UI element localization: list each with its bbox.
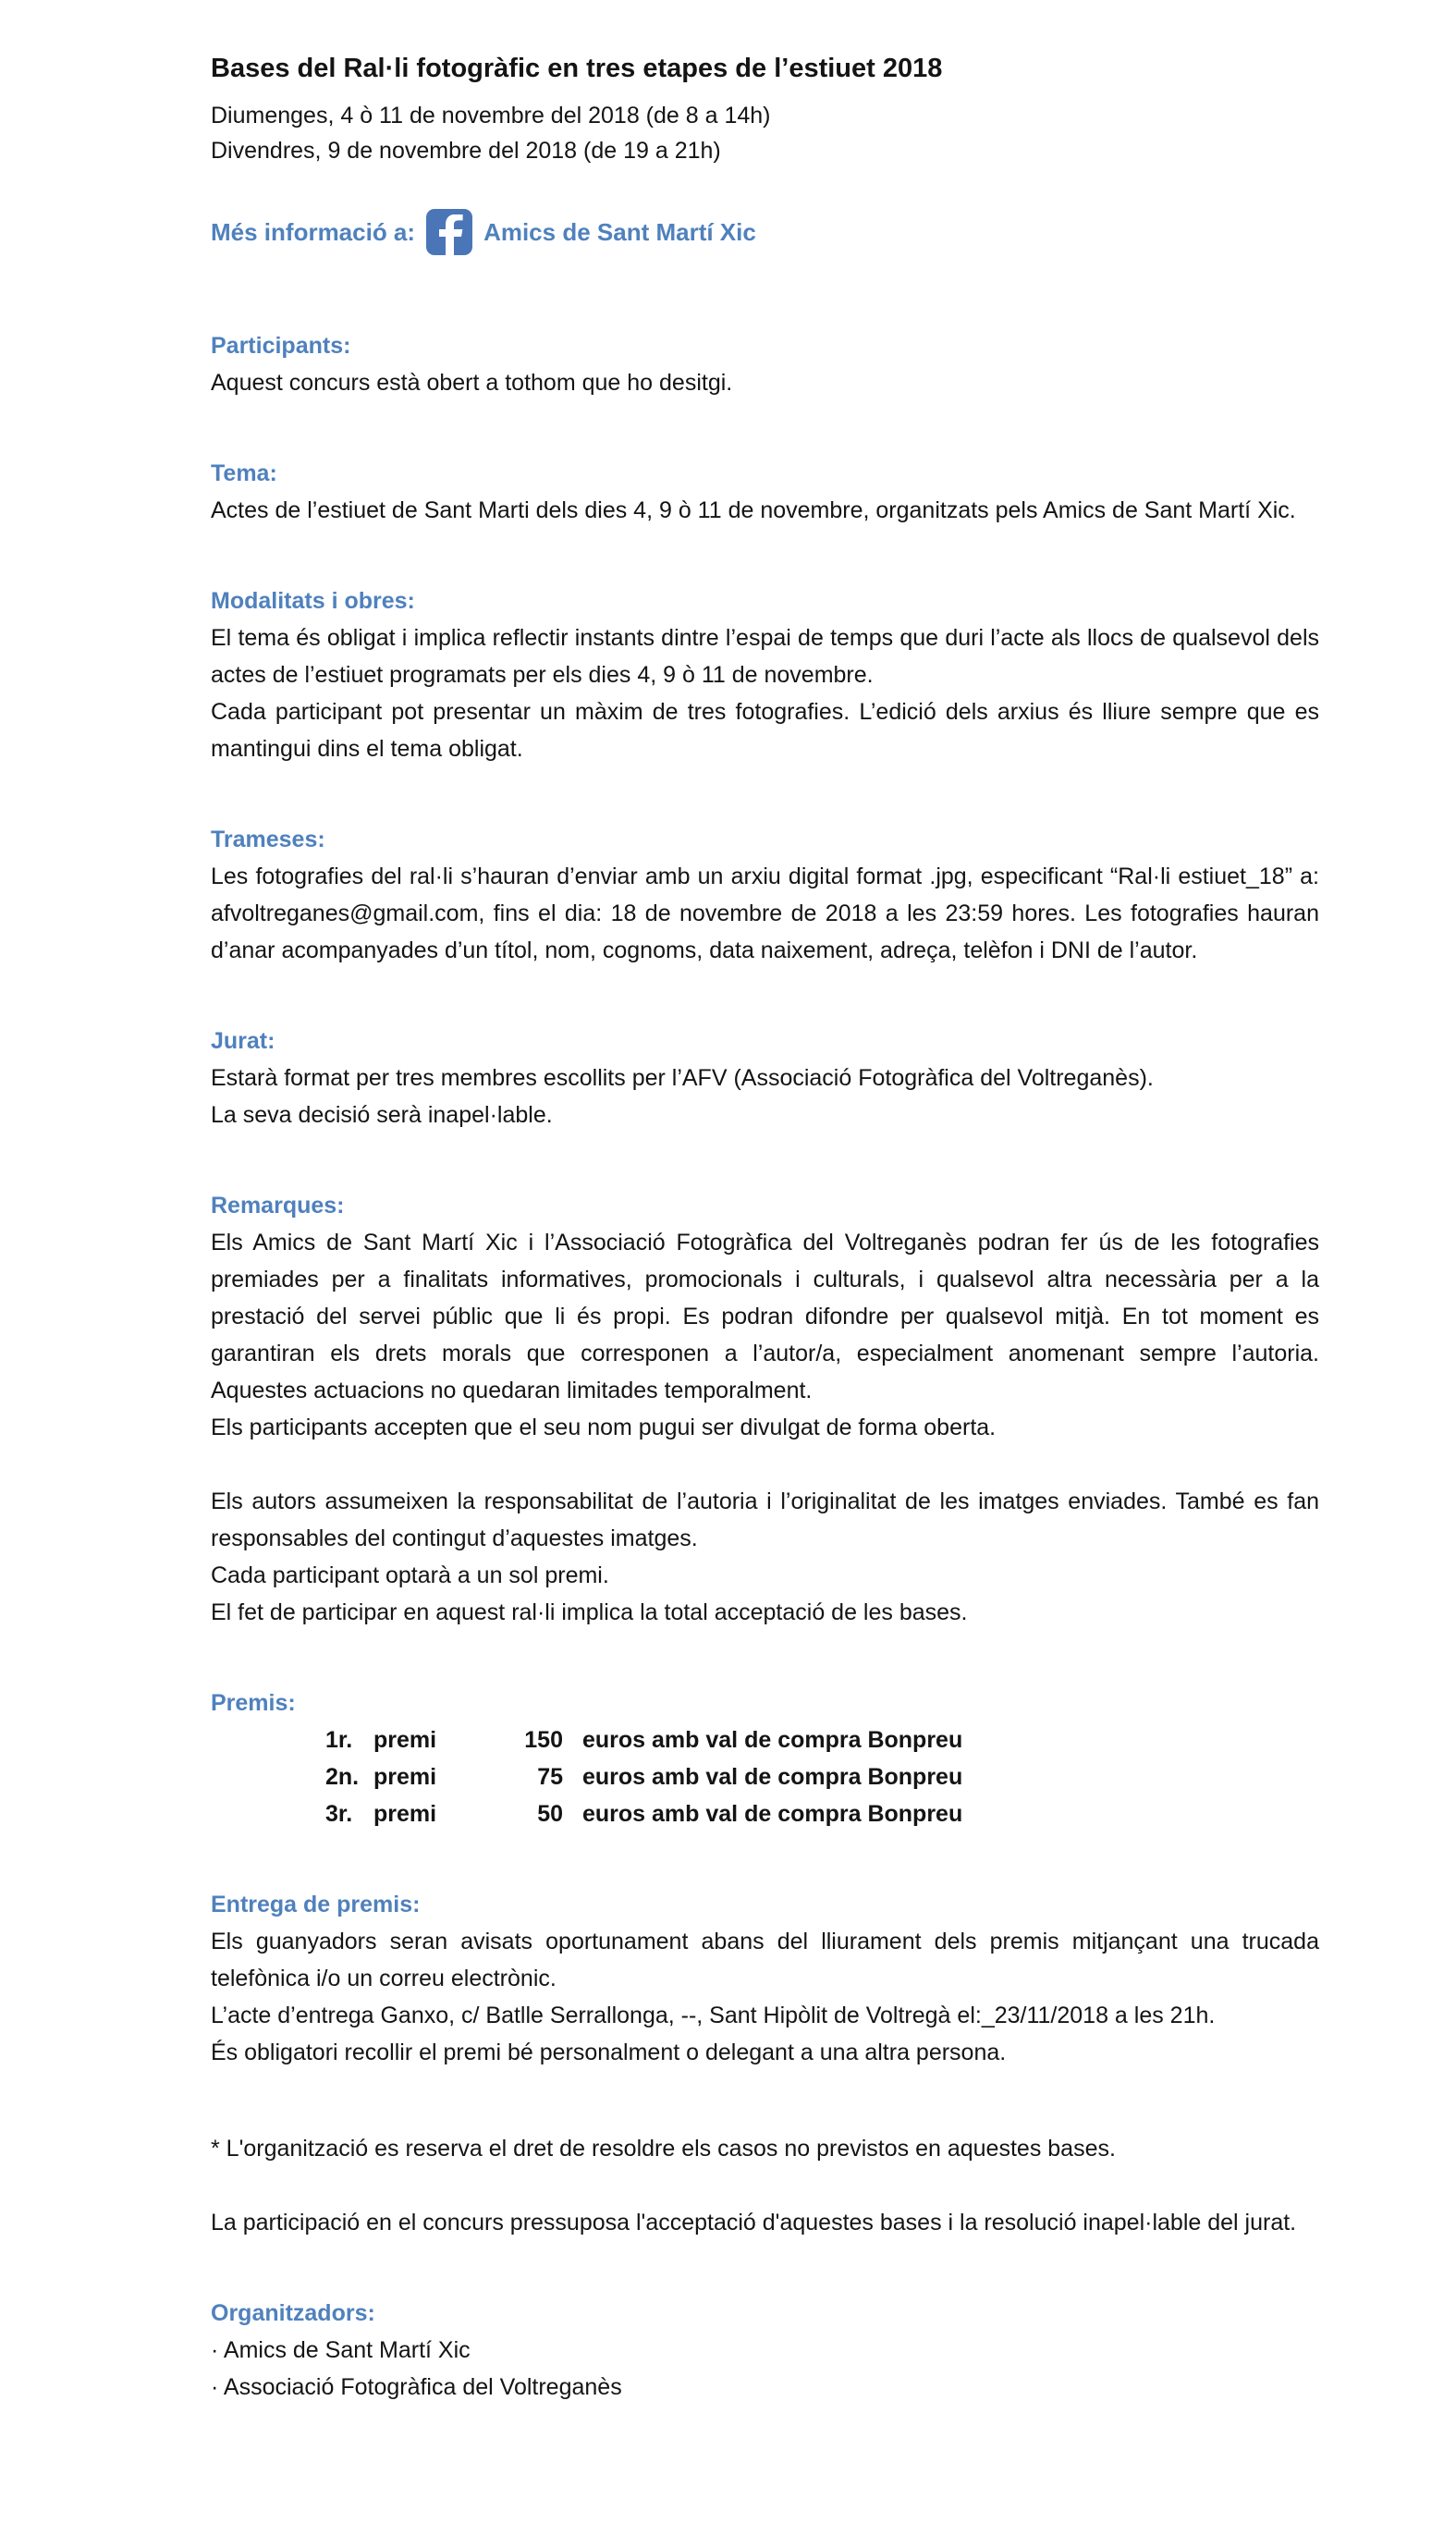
paragraph: Els guanyadors seran avisats oportunament abans del lliurament dels premis mitjançant una trucada telefònica i/o un correu electrònic. xyxy=(211,1929,1319,1992)
section-modalitats xyxy=(211,582,1319,767)
paragraph: La seva decisió serà inapel·lable. xyxy=(211,1102,553,1129)
section-organitzadors xyxy=(211,2295,1319,2406)
premi-desc: euros amb val de compra Bonpreu xyxy=(582,1764,963,1791)
premi-row-1 xyxy=(211,1721,1319,1758)
section-premis xyxy=(211,1684,1319,1832)
paragraph: El fet de participar en aquest ral·li implica la total acceptació de les bases. xyxy=(211,1599,968,1626)
paragraph: Les fotografies del ral·li s’hauran d’enviar amb un arxiu digital format .jpg, especificant “Ral·li estiuet_18” a: afvoltreganes@gmail.com, fins el dia: 18 de novembre de 2018 a les 23:59 hores. Les fotografies hauran d’anar acompanyades d’un títol, nom, cognoms, data naixement, adreça, telèfon i DNI de l’autor. xyxy=(211,864,1319,964)
note-paragraph: La participació en el concurs pressuposa l'acceptació d'aquestes bases i la resolució inapel·lable del jurat. xyxy=(211,2210,1297,2236)
section-notes xyxy=(211,2130,1319,2241)
premi-rank: 1r. xyxy=(325,1727,353,1754)
date-line-1: Diumenges, 4 ò 11 de novembre del 2018 (de 8 a 14h) xyxy=(211,103,771,129)
premi-amount: 50 xyxy=(537,1801,563,1828)
paragraph: Estarà format per tres membres escollits per l’AFV (Associació Fotogràfica del Voltreganès). xyxy=(211,1065,1154,1092)
paragraph: Cada participant optarà a un sol premi. xyxy=(211,1562,609,1589)
section-heading-jurat: Jurat: xyxy=(211,1028,275,1055)
note-paragraph: * L'organització es reserva el dret de resoldre els casos no previstos en aquestes bases. xyxy=(211,2136,1116,2162)
premi-row-2 xyxy=(211,1758,1319,1795)
section-tema xyxy=(211,455,1319,529)
paragraph: Actes de l’estiuet de Sant Marti dels dies 4, 9 ò 11 de novembre, organitzats pels Amics de Sant Martí Xic. xyxy=(211,497,1296,524)
section-heading-premis: Premis: xyxy=(211,1690,296,1717)
premi-item: premi xyxy=(373,1764,437,1791)
paragraph: El tema és obligat i implica reflectir instants dintre l’espai de temps que duri l’acte als llocs de qualsevol dels actes de l’estiuet programats per els dies 4, 9 ò 11 de novembre. xyxy=(211,625,1319,689)
section-heading-modalitats: Modalitats i obres: xyxy=(211,588,415,615)
section-participants xyxy=(211,327,1319,401)
more-info-label: Més informació a: xyxy=(211,217,416,246)
paragraph: És obligatori recollir el premi bé personalment o delegant a una altra persona. xyxy=(211,2040,1007,2066)
premi-amount: 150 xyxy=(524,1727,563,1754)
date-line-2: Divendres, 9 de novembre del 2018 (de 19 a 21h) xyxy=(211,138,721,165)
paragraph: Cada participant pot presentar un màxim de tres fotografies. L’edició dels arxius és lliure sempre que es mantingui dins el tema obligat. xyxy=(211,699,1319,763)
section-heading-tema: Tema: xyxy=(211,460,277,487)
section-heading-organitzadors: Organitzadors: xyxy=(211,2300,375,2327)
premi-item: premi xyxy=(373,1727,437,1754)
premi-amount: 75 xyxy=(537,1764,563,1791)
premi-item: premi xyxy=(373,1801,437,1828)
paragraph: Els participants accepten que el seu nom pugui ser divulgat de forma oberta. xyxy=(211,1415,997,1441)
premi-rank: 3r. xyxy=(325,1801,353,1828)
section-heading-trameses: Trameses: xyxy=(211,827,325,853)
section-heading-remarques: Remarques: xyxy=(211,1193,345,1219)
premi-row-3 xyxy=(211,1795,1319,1832)
premi-desc: euros amb val de compra Bonpreu xyxy=(582,1727,963,1754)
paragraph: L’acte d’entrega Ganxo, c/ Batlle Serrallonga, --, Sant Hipòlit de Voltregà el:_23/11/2018 a les 21h. xyxy=(211,2003,1216,2029)
facebook-link[interactable]: Amics de Sant Martí Xic xyxy=(483,217,756,246)
section-heading-entrega: Entrega de premis: xyxy=(211,1892,421,1918)
more-info-row xyxy=(211,209,1319,255)
organizer-item: · Amics de Sant Martí Xic xyxy=(211,2337,471,2364)
section-trameses xyxy=(211,821,1319,969)
facebook-icon[interactable] xyxy=(426,209,472,255)
section-entrega xyxy=(211,1886,1319,2071)
section-heading-participants: Participants: xyxy=(211,333,351,360)
page-title: Bases del Ral·li fotogràfic en tres etapes de l’estiuet 2018 xyxy=(211,54,943,83)
premi-desc: euros amb val de compra Bonpreu xyxy=(582,1801,963,1828)
premi-rank: 2n. xyxy=(325,1764,360,1791)
premis-table xyxy=(211,1721,1319,1832)
paragraph: Els Amics de Sant Martí Xic i l’Associació Fotogràfica del Voltreganès podran fer ús de les fotografies premiades per a finalitats informatives, promocionals i culturals, i qualsevol altra necessària per a la prestació del servei públic que li és propi. Es podran difondre per qualsevol mitjà. En tot moment es garantiran els drets morals que corresponen a l’autor/a, especialment anomenant sempre l’autoria. Aquestes actuacions no quedaran limitades temporalment. xyxy=(211,1230,1319,1404)
paragraph: Aquest concurs està obert a tothom que ho desitgi. xyxy=(211,370,733,397)
paragraph: Els autors assumeixen la responsabilitat de l’autoria i l’originalitat de les imatges enviades. També es fan responsables del contingut d’aquestes imatges. xyxy=(211,1488,1319,1552)
section-jurat xyxy=(211,1023,1319,1133)
section-remarques xyxy=(211,1187,1319,1631)
organizer-item: · Associació Fotogràfica del Voltreganès xyxy=(211,2374,622,2401)
